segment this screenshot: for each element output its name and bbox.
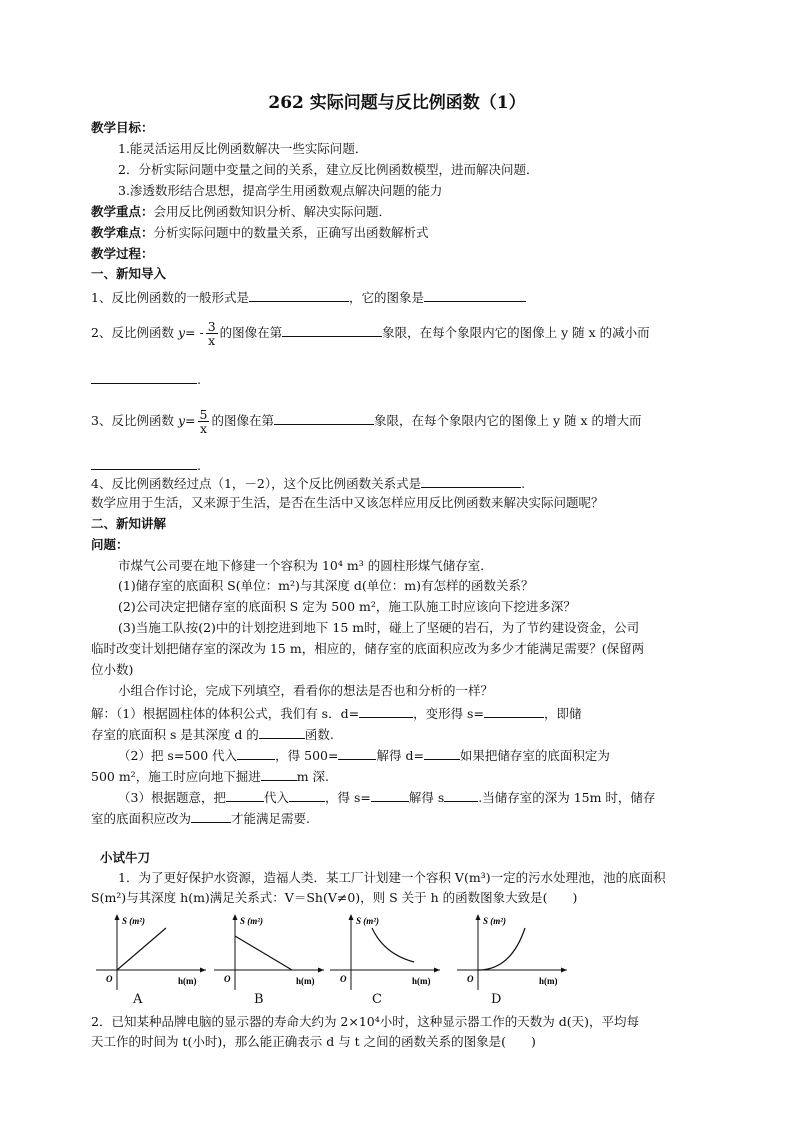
blank-line	[261, 767, 297, 781]
y-axis-arrow	[349, 914, 354, 920]
question-text: 象限，在每个象限内它的图像上 y 随 x 的增大而	[373, 413, 642, 428]
goals-heading: 教学目标：	[91, 120, 154, 135]
math-operator: = -	[185, 325, 204, 340]
graph-option-d	[455, 912, 570, 992]
math-variable: y	[177, 325, 186, 340]
blank-line	[249, 288, 349, 302]
question-text: 2、反比例函数	[91, 325, 174, 340]
blank-line	[91, 370, 197, 384]
blank-line	[274, 411, 374, 425]
question-text: ，它的图象是	[348, 290, 424, 305]
solution-text: 如果把储存室的底面积定为	[459, 748, 610, 763]
x-axis-label: h(m)	[412, 976, 431, 986]
y-axis-label: S (m²)	[483, 916, 506, 926]
x-axis-arrow	[434, 968, 440, 973]
graph-option-a	[94, 912, 209, 992]
blank-line	[421, 474, 521, 488]
solution-text: 500 m²，施工时应向地下掘进	[91, 769, 261, 784]
fraction-numerator: 5	[199, 407, 208, 422]
math-variable: y	[177, 413, 186, 428]
problem-line: (2)公司决定把储存室的底面积 S 定为 500 m²，施工队施工时应该向下挖进多深？	[118, 599, 576, 614]
question-1	[91, 288, 526, 306]
y-axis-label: S (m²)	[122, 916, 145, 926]
blank-line	[91, 456, 197, 470]
page-title: 262 实际问题与反比例函数（1）	[268, 93, 526, 113]
period: .	[197, 372, 201, 387]
blank-line	[282, 323, 382, 337]
option-label-a: A	[133, 992, 143, 1007]
blank-line	[338, 746, 376, 760]
period: .	[197, 458, 201, 473]
answer-line	[91, 456, 201, 474]
x-axis-label: h(m)	[178, 976, 197, 986]
option-label-c: C	[372, 992, 382, 1007]
practice-2-line: 天工作的时间为 t(小时)，那么能正确表示 d 与 t 之间的函数关系的图象是( )	[91, 1034, 536, 1049]
solution-2	[118, 746, 610, 764]
problem-line: 临时改变计划把储存室的深改为 15 m，相应的，储存室的底面积应改为多少才能满足需要？(保留两	[91, 641, 645, 656]
solution-3-cont	[91, 809, 310, 827]
solution-text: （3）根据题意，把	[118, 790, 226, 805]
solution-text: 存室的底面积 s 是其深度 d 的	[91, 727, 259, 742]
blank-line	[424, 746, 460, 760]
question-text: 4、反比例函数经过点（1，－2），这个反比例函数关系式是	[91, 476, 422, 491]
function-curve	[372, 928, 414, 962]
fraction-denominator: x	[199, 421, 207, 436]
problem-label: 问题：	[91, 537, 129, 552]
solution-1-cont	[91, 725, 334, 743]
solution-text: 代入	[263, 790, 289, 805]
solution-text: 函数.	[304, 727, 334, 742]
function-curve	[235, 936, 292, 970]
problem-line: (3)当施工队按(2)中的计划挖进到地下 15 m时，碰上了坚硬的岩石，为了节约建设资金，公司	[118, 620, 640, 635]
fraction	[206, 320, 218, 347]
blank-line	[237, 746, 275, 760]
section-heading-2: 二、新知讲解	[91, 516, 167, 531]
blank-line	[444, 788, 478, 802]
problem-line: 位小数)	[91, 662, 134, 677]
origin-label: O	[224, 974, 231, 984]
practice-heading: 小试牛刀	[100, 850, 151, 865]
solution-text: ，得 500=	[275, 748, 339, 763]
x-axis-label: h(m)	[539, 976, 558, 986]
graph-option-b	[212, 912, 327, 992]
y-axis-label: S (m²)	[356, 916, 379, 926]
difficulty-label: 教学难点：	[91, 225, 154, 240]
practice-1-line: 1．为了更好保护水资源，造福人类．某工厂计划建一个容积 V(m³)一定的污水处理池，池的底面积	[118, 870, 666, 885]
solution-1	[91, 704, 581, 722]
function-curve	[478, 928, 525, 970]
fraction-denominator: x	[208, 333, 216, 348]
key-point-label: 教学重点：	[91, 204, 154, 219]
discussion-prompt: 小组合作讨论，完成下列填空，看看你的想法是否也和分析的一样？	[118, 683, 494, 698]
solution-text: ，变形得 s=	[413, 706, 484, 721]
origin-label: O	[467, 974, 474, 984]
blank-line	[259, 725, 305, 739]
origin-label: O	[340, 974, 347, 984]
question-3	[91, 408, 641, 435]
solution-text: 解得 s	[408, 790, 445, 805]
question-text: 的图像在第	[211, 413, 274, 428]
solution-text: （2）把 s=500 代入	[118, 748, 238, 763]
y-axis-arrow	[476, 914, 481, 920]
question-text: 1、反比例函数的一般形式是	[91, 290, 249, 305]
question-text: 的图像在第	[219, 325, 283, 340]
solution-text: ，得 s=	[324, 790, 371, 805]
fraction	[198, 408, 210, 435]
solution-text: ，即储	[543, 706, 582, 721]
solution-text: 室的底面积应改为	[91, 811, 192, 826]
difficulty	[91, 225, 429, 241]
option-label-d: D	[491, 992, 502, 1007]
answer-line	[91, 370, 201, 388]
solution-2-cont	[91, 767, 329, 785]
solution-text: 解：（1）根据圆柱体的体积公式，我们有 s．d=	[91, 706, 360, 721]
origin-label: O	[106, 974, 113, 984]
y-axis-arrow	[115, 914, 120, 920]
x-axis-label: h(m)	[296, 976, 315, 986]
math-operator: =	[185, 413, 196, 428]
blank-line	[191, 809, 231, 823]
question-text: 3、反比例函数	[91, 413, 174, 428]
blank-line	[484, 704, 544, 718]
fraction-numerator: 3	[207, 319, 216, 334]
solution-3	[118, 788, 655, 806]
practice-2-line: 2．已知某种品牌电脑的显示器的寿命大约为 2×10⁴小时，这种显示器工作的天数为 d(天)，平均每	[91, 1014, 639, 1029]
blank-line	[226, 788, 264, 802]
question-text: 象限，在每个象限内它的图像上 y 随 x 的减小而	[382, 325, 650, 340]
practice-1-line: S(m²)与其深度 h(m)满足关系式：V＝Sh(V≠0)，则 S 关于 h 的函数图象大致是( )	[91, 890, 578, 905]
solution-text: m 深.	[296, 769, 330, 784]
problem-line: (1)储存室的底面积 S(单位：m²)与其深度 d(单位：m)有怎样的函数关系？	[118, 578, 534, 593]
goal-item: 1.能灵活运用反比例函数解决一些实际问题．	[118, 141, 368, 156]
question-2	[91, 320, 650, 347]
process-heading: 教学过程：	[91, 246, 154, 261]
section-heading-1: 一、新知导入	[91, 266, 167, 281]
solution-text: 才能满足需要.	[231, 811, 310, 826]
blank-line	[371, 788, 409, 802]
solution-text: 解得 d=	[376, 748, 424, 763]
goal-item: 2．分析实际问题中变量之间的关系，建立反比例函数模型，进而解决问题．	[118, 162, 539, 177]
question-4	[91, 474, 525, 492]
x-axis-arrow	[561, 968, 567, 973]
key-point-text: 会用反比例函数知识分析、解决实际问题．	[153, 204, 392, 219]
x-axis-arrow	[200, 968, 206, 973]
key-point	[91, 204, 391, 220]
y-axis-label: S (m²)	[240, 916, 263, 926]
blank-line	[359, 704, 413, 718]
problem-line: 市煤气公司要在地下修建一个容积为 10⁴ m³ 的圆柱形煤气储存室．	[118, 558, 493, 573]
blank-line	[424, 288, 526, 302]
solution-text: .当储存室的深为 15m 时，储存	[478, 790, 656, 805]
graph-option-c	[328, 912, 443, 992]
x-axis-arrow	[318, 968, 324, 973]
blank-line	[289, 788, 325, 802]
difficulty-text: 分析实际问题中的数量关系，正确写出函数解析式	[153, 225, 429, 240]
question-text: .	[521, 476, 526, 491]
intro-text: 数学应用于生活，又来源于生活，是否在生活中又该怎样应用反比例函数来解决实际问题呢？	[91, 495, 604, 510]
y-axis-arrow	[233, 914, 238, 920]
goal-item: 3.渗透数形结合思想，提高学生用函数观点解决问题的能力	[118, 183, 443, 198]
option-label-b: B	[254, 992, 264, 1007]
function-curve	[117, 928, 166, 970]
